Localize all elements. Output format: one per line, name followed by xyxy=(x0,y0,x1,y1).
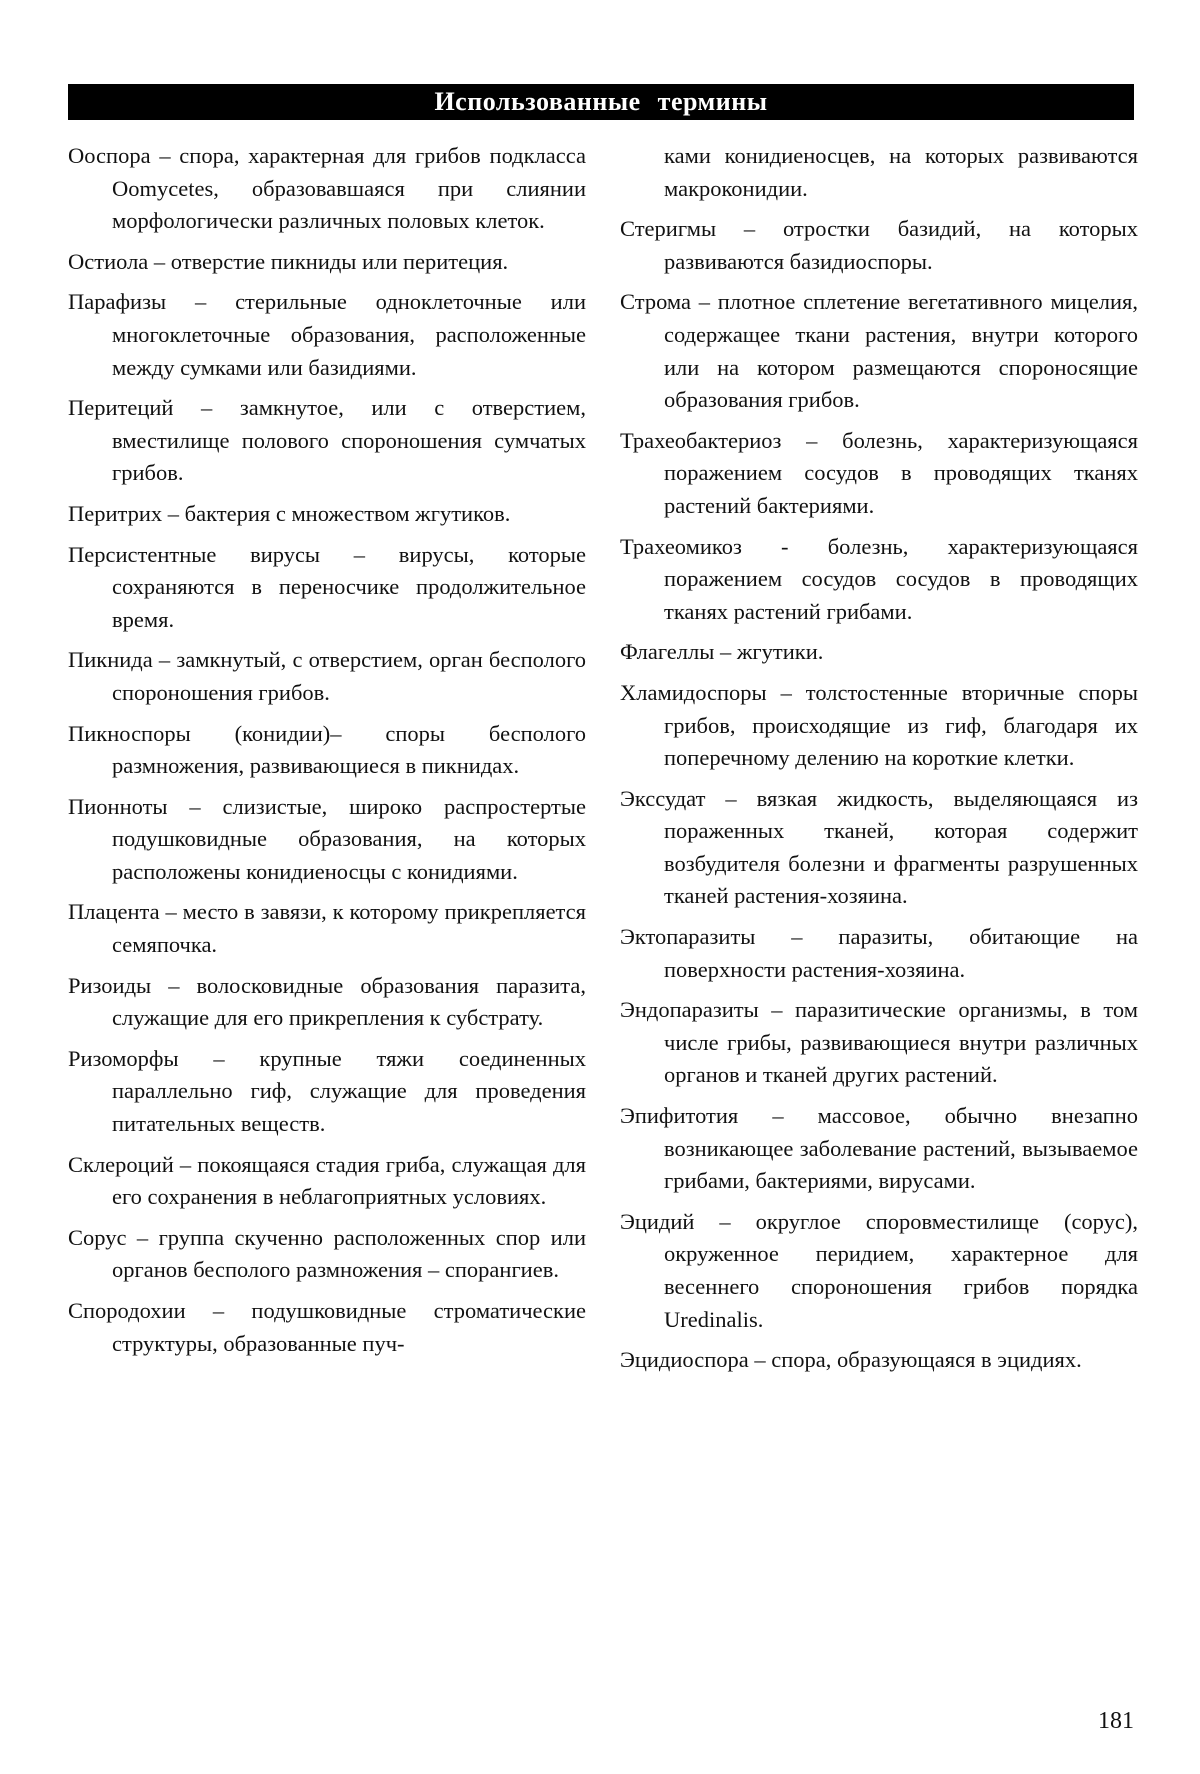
glossary-entry: Эцидий – округлое споровместилище (сорус), окруженное перидием, характерное для весеннего спороношения грибов порядка Uredinalis. xyxy=(620,1208,1138,1332)
glossary-entry: Ризоиды – волосковидные образования паразита, служащие для его прикрепления к субстрату. xyxy=(68,972,586,1031)
glossary-entry: Сорус – группа скученно расположенных спор или органов бесполого размножения – спорангиев. xyxy=(68,1224,586,1283)
glossary-entry-continuation: ками конидиеносцев, на которых развиваются макроконидии. xyxy=(664,143,1138,201)
glossary-entry: Перитрих – бактерия с множеством жгутиков. xyxy=(68,500,511,526)
glossary-entry: Эцидиоспора – спора, образующаяся в эцидиях. xyxy=(620,1347,1082,1373)
glossary-entry: Ооспора – спора, характерная для грибов подкласса Oomycetes, образовавшаяся при слиянии морфологически различных половых клеток. xyxy=(68,143,586,234)
glossary-entry: Пионноты – слизистые, широко распростертые подушковидные образования, на которых расположены конидиеносцы с конидиями. xyxy=(68,793,586,884)
glossary-entry: Перитеций – замкнутое, или с отверстием, вместилище полового спороношения сумчатых грибов. xyxy=(68,395,586,486)
glossary-entry: Склероций – покоящаяся стадия гриба, служащая для его сохранения в неблагоприятных условиях. xyxy=(68,1151,586,1210)
glossary-entry: Стеригмы – отростки базидий, на которых развиваются базидиоспоры. xyxy=(620,216,1138,274)
page-number: 181 xyxy=(1098,1708,1134,1734)
glossary-entry: Трахеомикоз - болезнь, характеризующаяся поражением сосудов сосудов в проводящих тканях растений грибами. xyxy=(620,533,1138,624)
glossary-entry: Трахеобактериоз – болезнь, характеризующаяся поражением сосудов в проводящих тканях растений бактериями. xyxy=(620,427,1138,518)
glossary-entry: Остиола – отверстие пикниды или перитеция. xyxy=(68,248,509,274)
glossary-entry: Плацента – место в завязи, к которому прикрепляется семяпочка. xyxy=(68,899,586,958)
right-column xyxy=(620,140,1138,1385)
glossary-entry: Парафизы – стерильные одноклеточные или многоклеточные образования, расположенные между сумками или базидиями. xyxy=(68,289,586,380)
glossary-entry: Спородохии – подушковидные строматические структуры, образованные пуч- xyxy=(68,1298,586,1356)
glossary-entry: Персистентные вирусы – вирусы, которые сохраняются в переносчике продолжительное время. xyxy=(68,541,586,632)
left-column xyxy=(68,140,586,1368)
section-title: Использованные термины xyxy=(434,87,768,116)
glossary-entry: Экссудат – вязкая жидкость, выделяющаяся из пораженных тканей, которая содержит возбудителя болезни и фрагменты разрушенных тканей растения-хозяина. xyxy=(620,785,1138,909)
glossary-entry: Ризоморфы – крупные тяжи соединенных параллельно гиф, служащие для проведения питательных веществ. xyxy=(68,1045,586,1137)
glossary-entry: Хламидоспоры – толстостенные вторичные споры грибов, происходящие из гиф, благодаря их поперечному делению на короткие клетки. xyxy=(620,679,1138,771)
glossary-entry: Пикнида – замкнутый, с отверстием, орган бесполого спороношения грибов. xyxy=(68,647,586,705)
glossary-entry: Флагеллы – жгутики. xyxy=(620,639,824,665)
glossary-entry: Эктопаразиты – паразиты, обитающие на поверхности растения-хозяина. xyxy=(620,924,1138,982)
glossary-entry: Строма – плотное сплетение вегетативного мицелия, содержащее ткани растения, внутри которого или на котором размещаются спороносящие образования грибов. xyxy=(620,289,1138,413)
glossary-entry: Пикноспоры (конидии)– споры бесполого размножения, развивающиеся в пикнидах. xyxy=(68,720,586,779)
glossary-entry: Эпифитотия – массовое, обычно внезапно возникающее заболевание растений, вызываемое грибами, бактериями, вирусами. xyxy=(620,1103,1138,1194)
glossary-entry: Эндопаразиты – паразитические организмы, в том числе грибы, развивающиеся внутри различных органов и тканей других растений. xyxy=(620,997,1138,1088)
section-header xyxy=(68,84,1134,120)
